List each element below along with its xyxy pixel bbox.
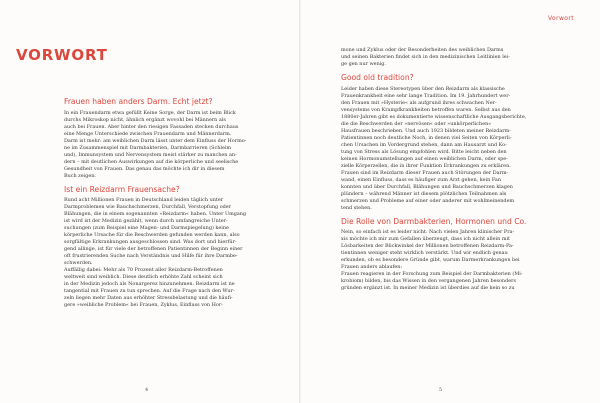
text-line: oft frustrierenden Suche nach Verständnis und Hilfe für ihre Darmbe- <box>64 253 238 259</box>
text-line: ge gen nur wenig. <box>341 61 386 67</box>
text-line: gend allinge, ist für viele der betroffenen Patientinnen der Beginn einer <box>64 246 243 252</box>
right-page <box>301 0 600 403</box>
text-line: schwerden. <box>64 260 93 266</box>
text-line: Lösbarkeiten der Blickwinkel der Millionen betroffenen Reizdarm-Pa- <box>341 243 514 249</box>
text-line: auch bei Frauen. Aber hinter den riesigen Fassaden stecken durchaus <box>64 123 239 130</box>
text-line: tientinnen weniger steht wirklich verstärkt. Und wir endlich genau <box>341 250 508 256</box>
text-line: eine Menge Unterschiede zwischen Frauendarm und Männerdarm. <box>64 130 232 137</box>
text-line: Frauen sind im Reizdarm dieser Frauen auch Störungen der Darm- <box>341 169 509 176</box>
text-line: Gesundheit von Frauen. Das genau das möchte ich dir in diesem <box>64 165 225 172</box>
text-line: Hausfrauen beschrieben. Und auch 1923 bildeten meiner Reizdarm- <box>341 127 511 134</box>
text-line: dern – mit deutlichen Auswirkungen auf die körperliche und seelische <box>64 158 239 165</box>
right-text-column <box>341 47 553 292</box>
text-line: chen Ursachen im Vordergrund stehen, dann am Hausarzt und Ko- <box>341 141 507 148</box>
text-line: sorgfältige Erkrankungen ausgeschlossen sind. Was dort und hierfür- <box>64 239 237 245</box>
text-line: konnten und über Durchfall, Blähungen und Bauchschmerzen klagen <box>341 183 513 190</box>
text-line: Blähungen, die in einem sogenannten »Reizdarm« haben. Unter Umgang <box>64 211 247 217</box>
text-line: schmerzen und Probleme auf einer oder anderer mit wohlmeinendem <box>341 197 515 204</box>
text-line: mone und Zyklus oder der Besonderheiten des weiblichen Darms <box>341 47 504 53</box>
section-heading: Die Rolle von Darmbakterien, Hormonen und Co. <box>341 216 527 226</box>
text-line: 1880er-Jahren gibt es dokumentierte wissenschaftliche Ausgangsberichte, <box>341 113 527 120</box>
page-number-left: 4 <box>145 387 149 393</box>
text-line: Frauenkrankheit eine sehr lange Tradition. Im 19. Jahrhundert wer- <box>341 92 511 99</box>
text-line: und), Immunsystem und Nervensystem meist stärker zu manchen an- <box>64 151 237 158</box>
text-line: körperliche Ursache für die Beschwerden gefunden werden kann, also <box>64 232 240 238</box>
paragraph <box>341 86 553 212</box>
text-line: zielle Körperzellen, die in ihrer Funktion Erkrankungen zu erklären. <box>341 162 511 169</box>
text-line: tangential mit Frauen zu tun sprechen. Auf die Frage nach den Wur- <box>64 288 235 294</box>
left-text-column <box>64 92 270 309</box>
paragraph <box>341 47 553 68</box>
text-line: Frauen anders ablaufen: <box>341 264 403 270</box>
text-line: xis möchte ich mir zum Gefallen überzeugt, dass ich nicht allein mit <box>341 236 511 242</box>
left-page <box>0 0 299 403</box>
section-heading: Ist ein Reizdarm Frauensache? <box>64 184 180 194</box>
page-number-right: 5 <box>439 387 443 393</box>
chapter-title: VORWORT <box>16 46 108 64</box>
section-heading: Good old tradition? <box>341 73 414 82</box>
text-line: plündern – während Männer ist diesem plötzlichen Teilnahmen als <box>341 190 507 197</box>
text-line: gere »weibliche Problem« bei Frauen, Zyklus, Einfluss von Hor- <box>64 302 223 308</box>
text-line: Darm ist mehr: am weiblichen Darm lässt unter dem Einfluss der Hormo- <box>64 137 247 144</box>
paragraph <box>341 229 553 271</box>
text-line: vensystems von Krampfkrankheiten betroffen waren. Selbst aus den <box>341 106 511 113</box>
text-line: keinen Hormonumstellungen auf einen weiblichen Darm, oder spe- <box>341 155 508 162</box>
text-line: suchungen (zum Beispiel eine Magen- und Darmspiegelung) keine <box>64 225 229 231</box>
text-line: und seinen Bakterien findet sich in den medizinischen Leitlinien lei- <box>341 54 510 60</box>
paragraph <box>64 110 270 180</box>
running-head: Vorwort <box>548 15 574 22</box>
section-heading: Frauen haben anders Darm. Echt jetzt? <box>64 97 213 106</box>
text-line: Nein, so einfach ist es leider nicht. Nach vielen Jahren klinischer Pra- <box>341 229 515 235</box>
text-line: Darmproblemen wie Bauchschmerzen, Durchfall, Verstopfung oder <box>64 204 232 210</box>
paragraph <box>64 197 270 309</box>
text-line: Patientinnen noch deutliche Noch, in denen viel Seiten von Körperli- <box>341 134 512 141</box>
text-line: weltweit sind weiblich. Diese deutlich erhöhte Zahl scheint sich <box>64 274 223 280</box>
text-line: In ein Frauendarm etwa gefüllt Keine Sorge, der Darm ist beim Blick <box>64 109 236 116</box>
text-line: ne im Zusammenspiel mit Darmbakterien, Darmbarrieren (Schleim <box>64 144 232 151</box>
bullet-text-line: ■ krobiom) bilden, bis das Wissen in den vergangenen Jahren besonders <box>341 278 553 285</box>
paragraph <box>341 271 553 292</box>
text-line: wand, einen Einfluss, dass es häufiger zum Arzt gehen, kein Fan <box>341 176 501 183</box>
text-line: ist wird ist der Medizin gezählt, wenn durch umfangreiche Unter- <box>64 218 228 224</box>
text-line: tend stehen. <box>341 204 372 211</box>
text-line: Auffällig dabei: Mehr als 70 Prozent aller Reizdarm-Betroffenen <box>64 267 223 273</box>
text-line: erkunden, ob es besondere Gründe gibt, warum Darmerkrankungen bei <box>341 257 520 263</box>
text-line: tung von Stress als Lösung empfohlen wird. Bitte leicht neben den <box>341 148 507 155</box>
text-line: Leider haben diese Stereotypen über den Reizdarm als klassische <box>341 85 505 92</box>
text-line: Buch zeigen. <box>64 172 96 179</box>
text-line: in der Medizin jedoch als Nonargerez hinzunehmen. Reizdarm ist ne <box>64 281 235 287</box>
bullet-text-line: ■ gründen ergänzt ist. In meiner Medizin ist überdies auf die kein so zu <box>341 285 553 292</box>
text-line: den Frauen mit »Hysterie« als aufgrund ihres schwachen Ner- <box>341 99 497 106</box>
text-line: Rund acht Millionen Frauen in Deutschland leiden täglich unter <box>64 197 224 203</box>
text-line: durchs Mikroskop nicht, ähnlich ergänzt wovohl bei Männern als <box>64 116 226 123</box>
text-line: die die Beschwerden der »nervösen« oder »unkörperlichen« <box>341 120 492 127</box>
text-line: zeln liegen mehr Daten aus erhöhter Stressbelastung und die häufi- <box>64 295 233 301</box>
bullet-text-line: ■ Frauen reagieren in der Forschung zum Beispiel der Darmbakterien (Mi- <box>341 271 553 278</box>
